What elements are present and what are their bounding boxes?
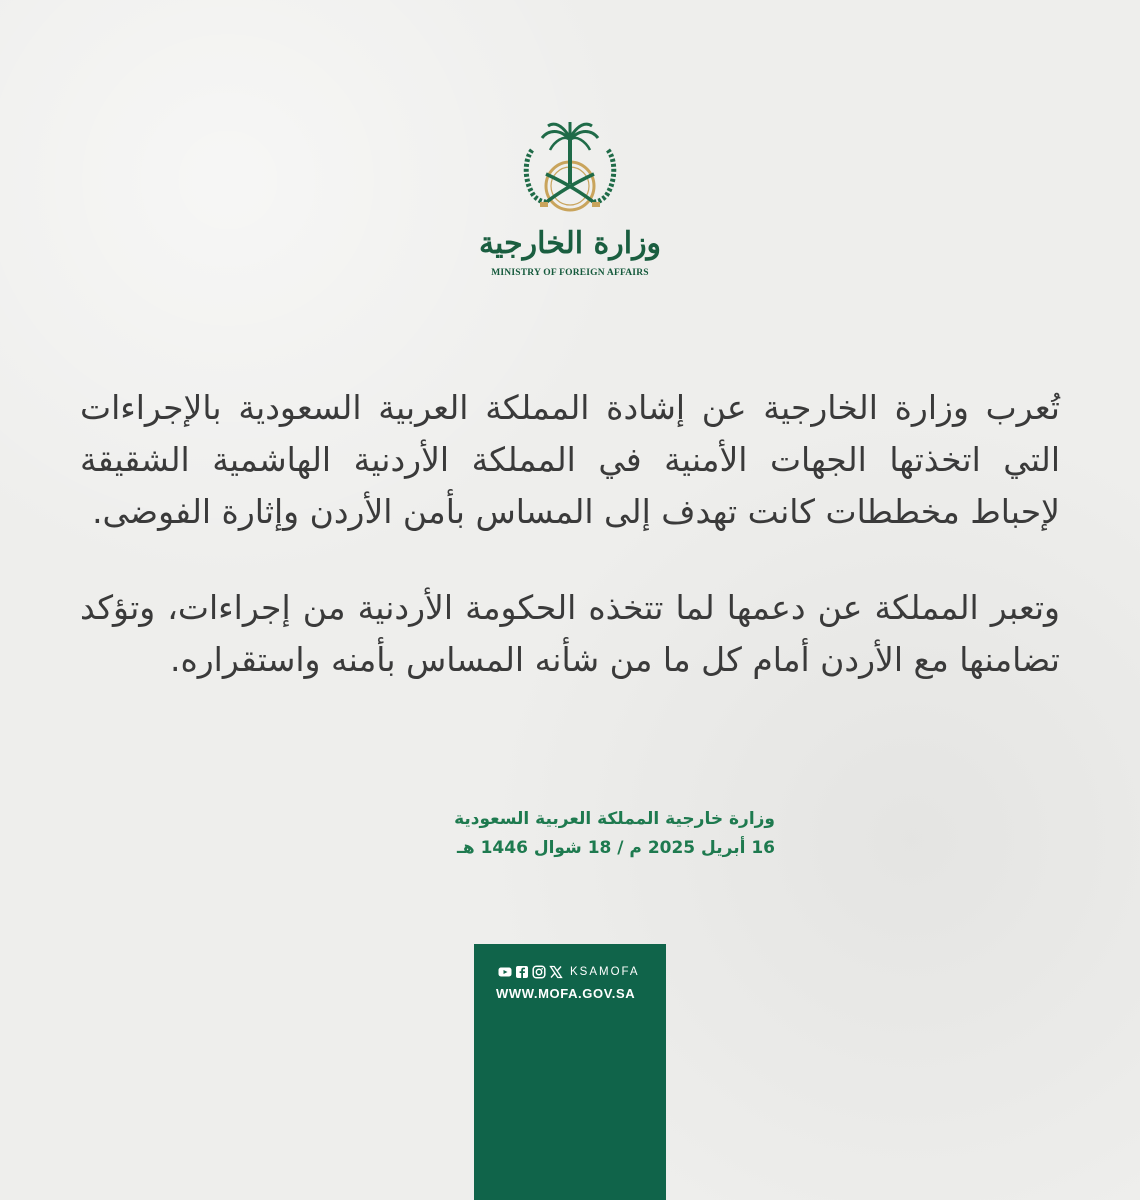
ministry-logo [470,120,670,295]
ministry-name-english: MINISTRY OF FOREIGN AFFAIRS [491,268,649,278]
signature-organization: وزارة خارجية المملكة العربية السعودية [454,809,775,829]
social-handle[interactable]: KSAMOFA [570,966,640,978]
instagram-icon[interactable] [532,965,546,979]
statement-paragraph-2: وتعبر المملكة عن دعمها لما تتخذه الحكومة الأردنية من إجراءات، وتؤكد تضامنها مع الأردن أمام كل ما من شأنه المساس بأمنه واستقراره. [80,588,1060,679]
x-icon[interactable] [549,965,563,979]
statement-body [80,382,1060,730]
website-link[interactable]: WWW.MOFA.GOV.SA [496,986,636,1001]
signature-block [300,805,775,863]
facebook-icon[interactable] [515,965,529,979]
signature-date: 16 أبريل 2025 م / 18 شوال 1446 هـ [457,838,775,858]
social-links [498,964,640,980]
youtube-icon[interactable] [498,965,512,979]
ministry-name-arabic: وزارة الخارجية [478,226,662,261]
saudi-palm-swords-emblem-icon [510,120,630,220]
contact-footer [474,944,666,1200]
statement-paragraph-1: تُعرب وزارة الخارجية عن إشادة المملكة العربية السعودية بالإجراءات التي اتخذتها الجهات الأمنية في المملكة الأردنية الهاشمية الشقيقة لإحباط مخططات كانت تهدف إلى المساس بأمن الأردن وإثارة الفوضى. [80,388,1060,531]
